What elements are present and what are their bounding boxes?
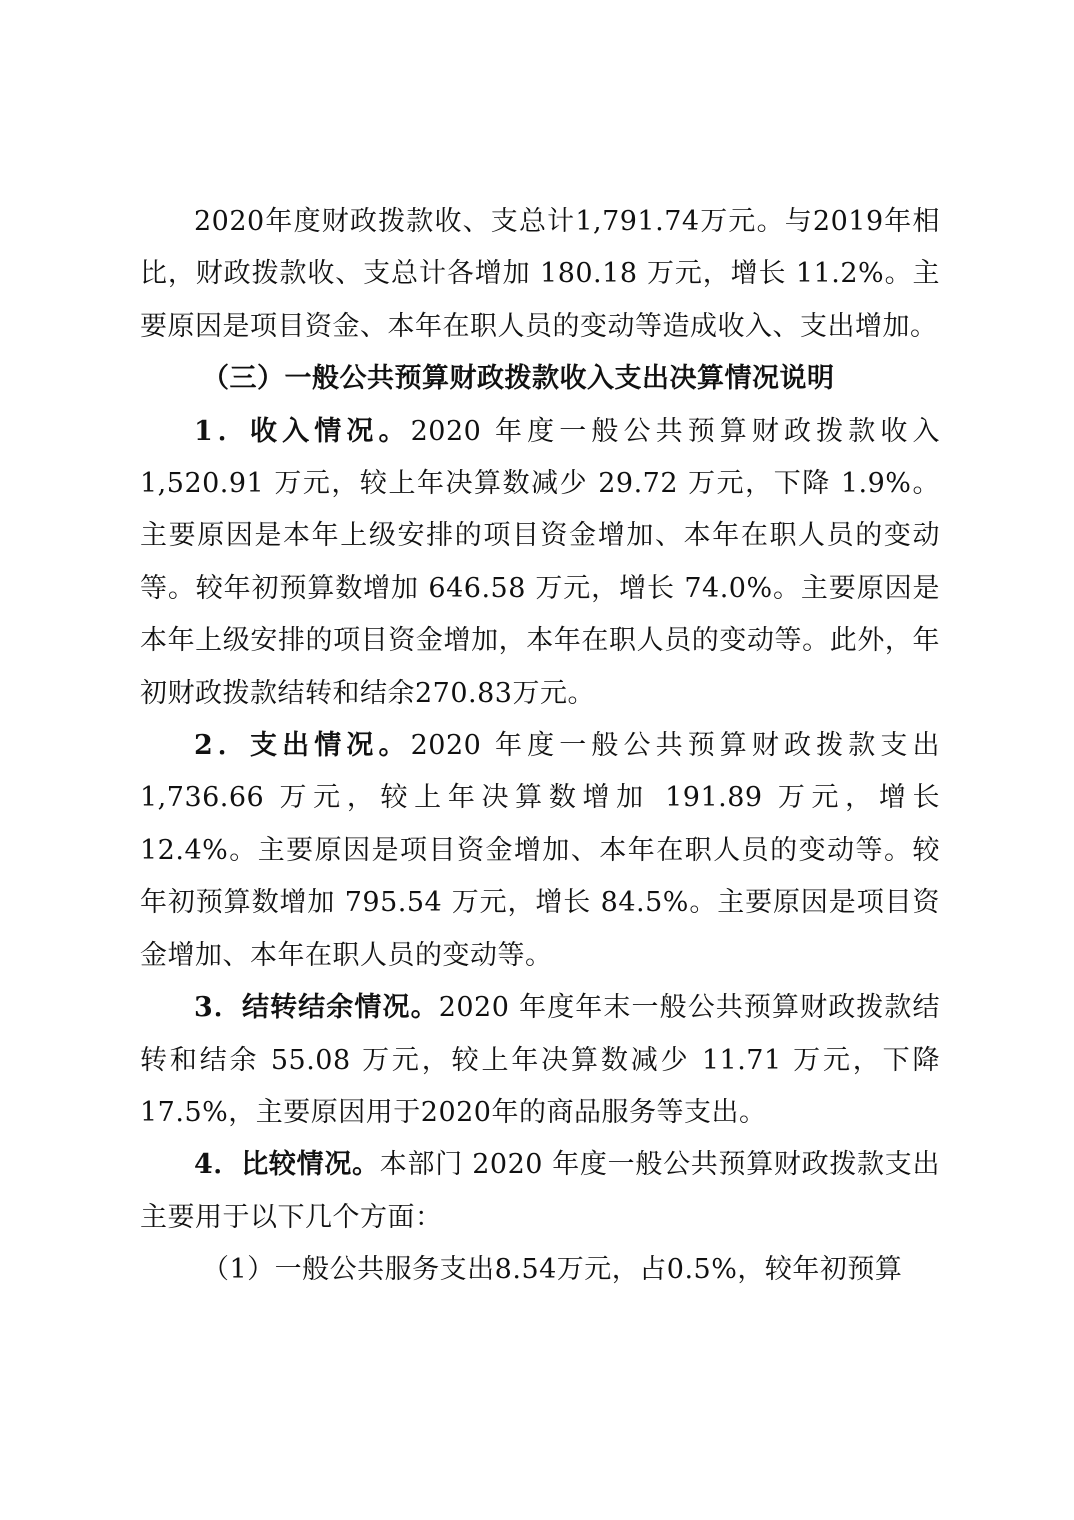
item-text-income: 2020 年度一般公共预算财政拨款收入1,520.91 万元，较上年决算数减少 29.72 万元，下降 1.9%。主要原因是本年上级安排的项目资金增加、本年在职人员的变动等。较年初预算数增加 646.58 万元，增长 74.0%。主要原因是本年上级安排的项目资金增加，本年在职人员的变动等。此外，年初财政拨款结转和结余270.83万元。 (140, 415, 940, 709)
item-text-expenditure: 2020 年度一般公共预算财政拨款支出1,736.66 万元，较上年决算数增加 191.89 万元，增长 12.4%。主要原因是项目资金增加、本年在职人员的变动等。较年初预算数增加 795.54 万元，增长 84.5%。主要原因是项目资金增加、本年在职人员的变动等。 (140, 730, 940, 971)
paragraph-sub-item-1: （1）一般公共服务支出8.54万元，占0.5%，较年初预算 (202, 1254, 903, 1286)
paragraph-comparison (140, 1139, 940, 1244)
paragraph-total-funding: 2020年度财政拨款收、支总计1,791.74万元。与2019年相比，财政拨款收、支总计各增加 180.18 万元，增长 11.2%。主要原因是项目资金、本年在职人员的变动等造成收入、支出增加。 (140, 206, 940, 342)
item-text-carryover: 2020 年度年末一般公共预算财政拨款结转和结余 55.08 万元，较上年决算数减少 11.71 万元，下降17.5%，主要原因用于2020年的商品服务等支出。 (140, 992, 941, 1128)
item-label-carryover: 3．结转结余情况。 (194, 992, 439, 1024)
item-text-comparison: 本部门 2020 年度一般公共预算财政拨款支出主要用于以下几个方面： (140, 1149, 940, 1233)
section-heading: （三）一般公共预算财政拨款收入支出决算情况说明 (202, 363, 835, 395)
item-label-comparison: 4．比较情况。 (194, 1149, 380, 1181)
paragraph-carryover (140, 982, 940, 1139)
item-label-expenditure: 2．支出情况。 (194, 730, 411, 762)
item-label-income: 1．收入情况。 (194, 415, 411, 447)
paragraph-income (140, 406, 940, 720)
paragraph-expenditure (140, 720, 940, 982)
document-page (140, 196, 940, 1297)
